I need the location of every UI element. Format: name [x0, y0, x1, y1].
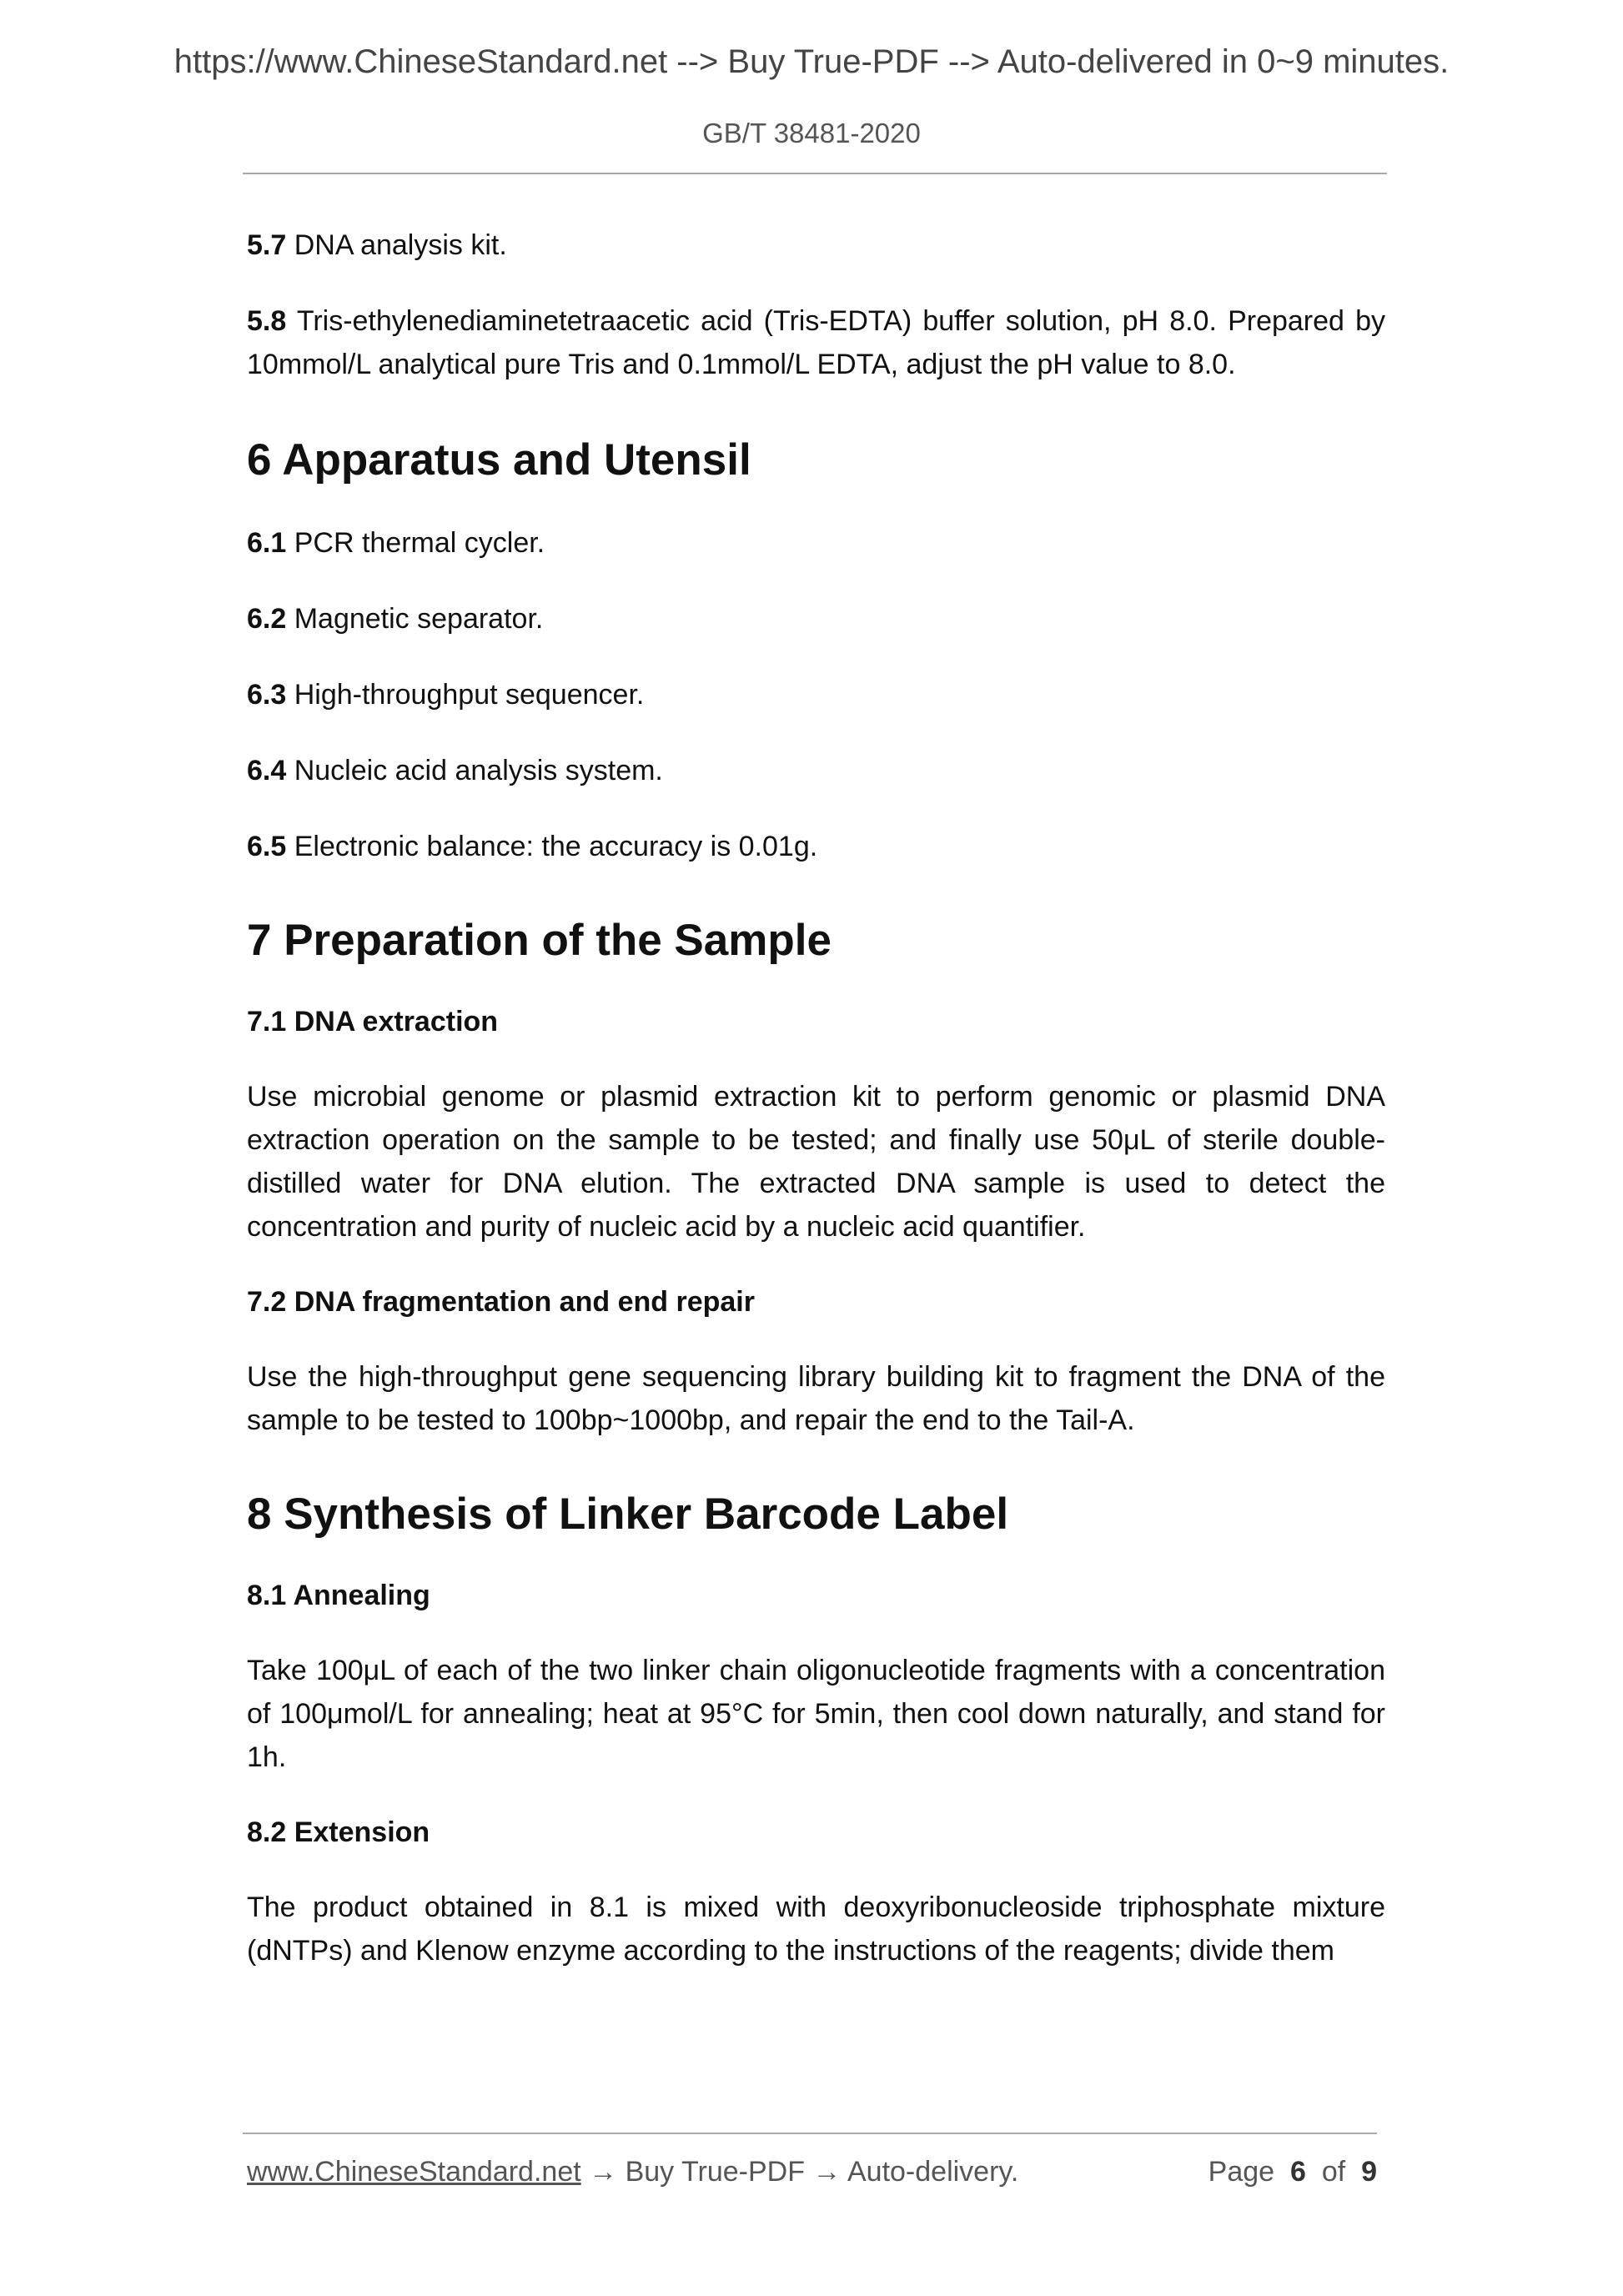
paragraph-7-1: Use microbial genome or plasmid extraction kit to perform genomic or plasmid DNA extraction operation on the sample to be tested; and finally use 50μL of sterile double-distilled water for DNA elution. The extracted DNA sample is used to detect the concentration and purity of nucleic acid by a nucleic acid quantifier. — [247, 1081, 1385, 1243]
standard-number: GB/T 38481-2020 — [702, 118, 921, 148]
clause-text: Electronic balance: the accuracy is 0.01g. — [294, 831, 818, 862]
page-label: Page — [1208, 2156, 1275, 2188]
total-pages: 9 — [1361, 2156, 1377, 2188]
clause-number: 5.8 — [247, 305, 287, 337]
subsection-heading-8-2: 8.2 Extension — [247, 1816, 430, 1848]
paragraph-7-2: Use the high-throughput gene sequencing library building kit to fragment the DNA of the sample to be tested to 100bp~1000bp, and repair the end to the Tail-A. — [247, 1361, 1385, 1436]
clause-text: Magnetic separator. — [294, 603, 544, 635]
footer-site-link[interactable]: www.ChineseStandard.net — [247, 2156, 581, 2188]
clause-number: 6.4 — [247, 755, 287, 786]
clause-6-4 — [247, 749, 1385, 792]
page-indicator — [1208, 2156, 1377, 2188]
clause-text: PCR thermal cycler. — [294, 527, 545, 559]
paragraph-8-2: The product obtained in 8.1 is mixed with deoxyribonucleoside triphosphate mixture (dNTPs) and Klenow enzyme according to the instructions of the reagents; divide them — [247, 1892, 1385, 1967]
footer-promo — [247, 2156, 1018, 2188]
clause-text: DNA analysis kit. — [294, 229, 507, 261]
clause-5-7 — [247, 224, 1385, 267]
subsection-heading-7-2: 7.2 DNA fragmentation and end repair — [247, 1286, 755, 1318]
footer-promo-text: → Buy True-PDF → Auto-delivery. — [580, 2156, 1019, 2188]
clause-5-8 — [247, 299, 1385, 386]
clause-6-5 — [247, 825, 1385, 868]
clause-number: 6.2 — [247, 603, 287, 635]
subsection-heading-8-1: 8.1 Annealing — [247, 1580, 430, 1611]
current-page: 6 — [1289, 2156, 1306, 2188]
clause-text: Tris-ethylenediaminetetraacetic acid (Tris-EDTA) buffer solution, pH 8.0. Prepared by 10mmol/L analytical pure Tris and 0.1mmol/L EDTA, adjust the pH value to 8.0. — [247, 305, 1385, 380]
clause-number: 5.7 — [247, 229, 287, 261]
section-heading-6: 6 Apparatus and Utensil — [247, 435, 751, 485]
clause-text: Nucleic acid analysis system. — [294, 755, 663, 786]
of-label: of — [1321, 2156, 1346, 2188]
clause-6-3 — [247, 673, 1385, 716]
paragraph-8-1: Take 100μL of each of the two linker chain oligonucleotide fragments with a concentration of 100μmol/L for annealing; heat at 95°C for 5min, then cool down naturally, and stand for 1h. — [247, 1655, 1385, 1773]
clause-text: High-throughput sequencer. — [294, 679, 645, 711]
section-heading-7: 7 Preparation of the Sample — [247, 916, 832, 965]
header-banner: https://www.ChineseStandard.net --> Buy True-PDF --> Auto-delivered in 0~9 minutes. — [173, 43, 1450, 80]
clause-6-2 — [247, 597, 1385, 641]
clause-number: 6.1 — [247, 527, 287, 559]
footer-divider — [243, 2133, 1377, 2134]
document-body — [247, 224, 1385, 1972]
clause-number: 6.5 — [247, 831, 287, 862]
clause-number: 6.3 — [247, 679, 287, 711]
clause-6-1 — [247, 521, 1385, 565]
subsection-heading-7-1: 7.1 DNA extraction — [247, 1006, 499, 1037]
section-heading-8: 8 Synthesis of Linker Barcode Label — [247, 1490, 1009, 1539]
header-divider — [243, 173, 1387, 174]
